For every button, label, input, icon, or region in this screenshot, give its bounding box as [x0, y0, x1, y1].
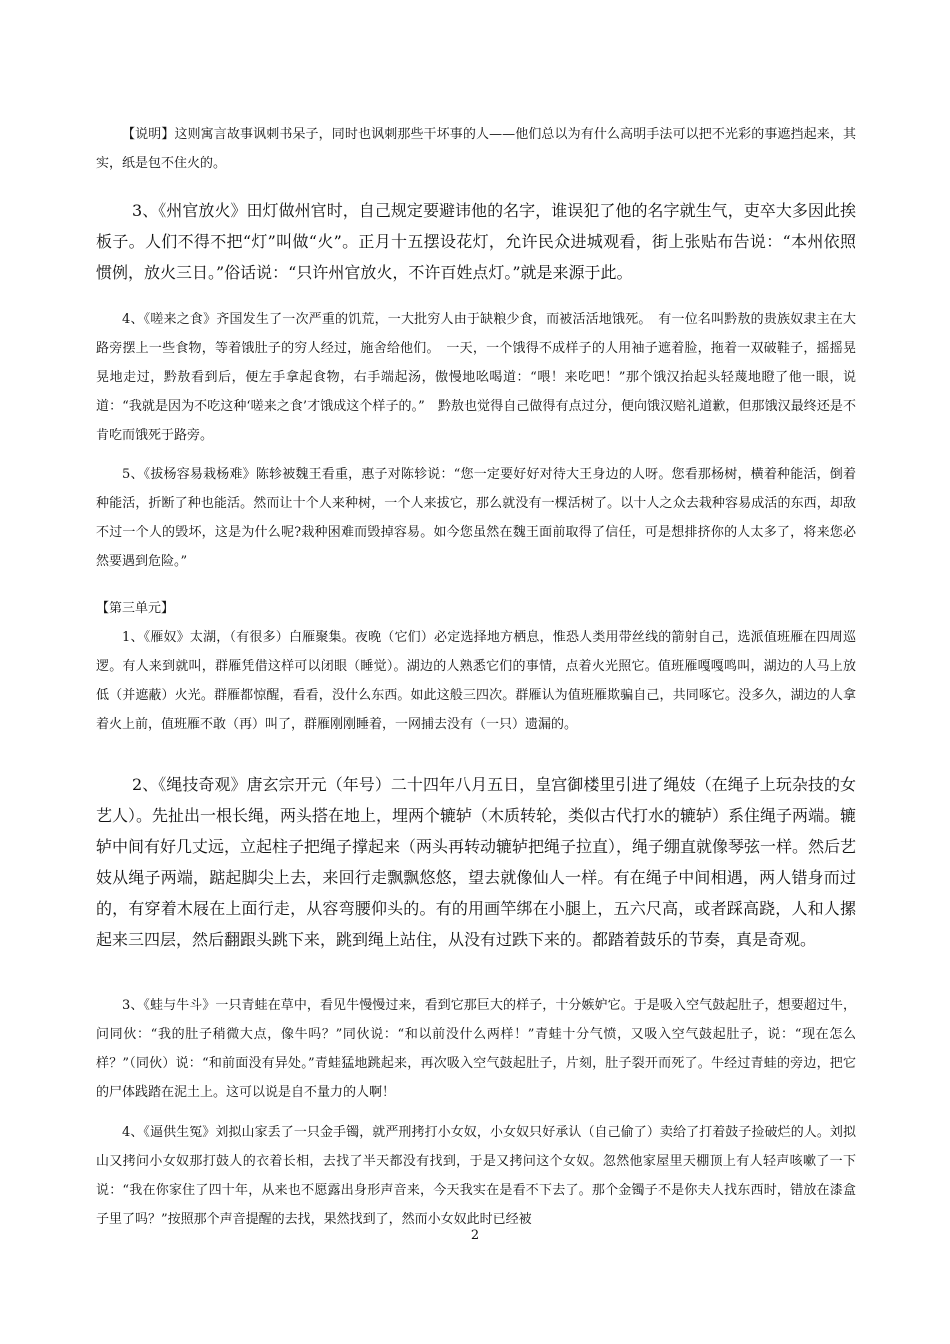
story-bigong-shengyuan: 4、《逼供生冤》刘拟山家丢了一只金手镯，就严刑拷打小女奴，小女奴只好承认（自己偷了）卖给了打着鼓子捡破烂的人。刘拟山又拷问小女奴那打鼓人的衣着长相，去找了半天都没有找到，于是又拷问这个女奴。忽然他家屋里天棚顶上有人轻声咳嗽了一下说：“我在你家住了四十年，从来也不愿露出身形声音来，今天我实在是看不下去了。那个金镯子不是你夫人找东西时，错放在漆盒子里了吗？”按照那个声音提醒的去找，果然找到了，然而小女奴此时已经被 [96, 1125, 856, 1227]
story-zhouguan-fanghuo: 3、《州官放火》田灯做州官时，自己规定要避讳他的名字，谁误犯了他的名字就生气，吏卒大多因此挨板子。人们不得不把“灯”叫做“火”。正月十五摆设花灯，允许民众进城观看，街上张贴布告说：“本州依照惯例，放火三日。”俗话说：“只许州官放火，不许百姓点灯。”就是来源于此。 [96, 201, 856, 282]
unit-three-heading: 【第三单元】 [96, 601, 175, 616]
story-yannu: 1、《雁奴》太湖，（有很多）白雁聚集。夜晚（它们）必定选择地方栖息，惟恐人类用带丝线的箭射自己，选派值班雁在四周巡逻。有人来到就叫，群雁凭借这样可以闭眼（睡觉）。湖边的人熟悉它们的事情，点着火光照它。值班雁嘎嘎鸣叫，湖边的人马上放低（并遮蔽）火光。群雁都惊醒，看看，没什么东西。如此这般三四次。群雁认为值班雁欺骗自己，共同啄它。没多久，湖边的人拿着火上前，值班雁不敢（再）叫了，群雁刚刚睡着，一网捕去没有（一只）遗漏的。 [96, 630, 856, 732]
story-bayang-rongyi: 5、《拔杨容易栽杨难》陈轸被魏王看重，惠子对陈轸说：“您一定要好好对待大王身边的人呀。您看那杨树，横着种能活，倒着种能活，折断了种也能活。然而让十个人来种树，一个人来拔它，那么就没有一棵活树了。以十人之众去栽种容易成活的东西，却敌不过一个人的毁坏，这是为什么呢?栽种困难而毁掉容易。如今您虽然在魏王面前取得了信任，可是想排挤你的人太多了，将来您必然要遇到危险。” [96, 467, 856, 569]
story-wa-yu-niu-dou: 3、《蛙与牛斗》一只青蛙在草中，看见牛慢慢过来，看到它那巨大的样子，十分嫉妒它。于是吸入空气鼓起肚子，想要超过牛，问同伙：“我的肚子稍微大点，像牛吗？”同伙说：“和以前没什么两样！”青蛙十分气愤，又吸入空气鼓起肚子，说：“现在怎么样？”（同伙）说：“和前面没有异处。”青蛙猛地跳起来，再次吸入空气鼓起肚子，片刻，肚子裂开而死了。牛经过青蛙的旁边，把它的尸体践踏在泥土上。这可以说是自不量力的人啊！ [96, 998, 856, 1100]
story-shengji-qiguan: 2、《绳技奇观》唐玄宗开元（年号）二十四年八月五日，皇宫御楼里引进了绳妓（在绳子上玩杂技的女艺人）。先扯出一根长绳，两头搭在地上，埋两个辘轳（木质转轮，类似古代打水的辘轳）系住绳子两端。辘轳中间有好几丈远，立起柱子把绳子撑起来（两头再转动辘轳把绳子拉直），绳子绷直就像琴弦一样。然后艺妓从绳子两端，踮起脚尖上去，来回行走飘飘悠悠，望去就像仙人一样。有在绳子中间相遇，两人错身而过的，有穿着木屐在上面行走，从容弯腰仰头的。有的用画竿绑在小腿上，五六尺高，或者踩高跷，人和人摞起来三四层，然后翻跟头跳下来，跳到绳上站住，从没有过跌下来的。都踏着鼓乐的节奏，真是奇观。 [96, 775, 857, 949]
story-jielai-zhishi: 4、《嗟来之食》齐国发生了一次严重的饥荒，一大批穷人由于缺粮少食，而被活活地饿死。 有一位名叫黔敖的贵族奴隶主在大路旁摆上一些食物，等着饿肚子的穷人经过，施舍给他们。 一天，一个饿得不成样子的人用袖子遮着脸，拖着一双破鞋子，摇摇晃晃地走过，黔敖看到后，便左手拿起食物，右手端起汤，傲慢地吆喝道：“喂！来吃吧！”那个饿汉抬起头轻蔑地瞪了他一眼，说道：“我就是因为不吃这种‘嗟来之食’才饿成这个样子的。” 黔敖也觉得自己做得有点过分，便向饿汉赔礼道歉，但那饿汉最终还是不肯吃而饿死于路旁。 [96, 312, 856, 443]
explanation-paragraph: 【说明】这则寓言故事讽刺书呆子，同时也讽刺那些干坏事的人——他们总以为有什么高明手法可以把不光彩的事遮挡起来，其实，纸是包不住火的。 [96, 127, 856, 171]
page-number: 2 [470, 1228, 480, 1243]
